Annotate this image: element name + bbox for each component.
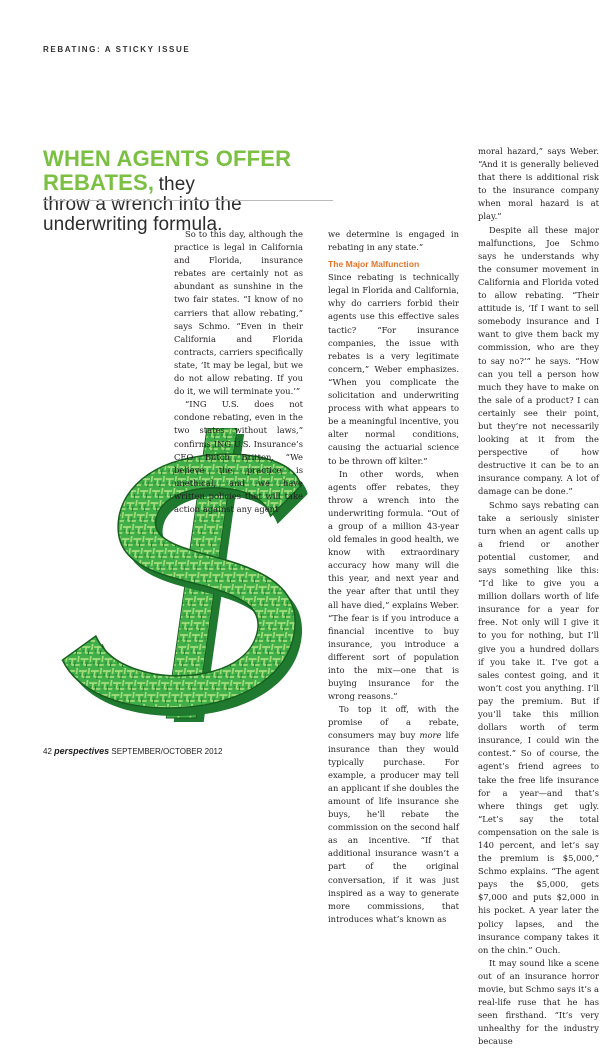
headline-rest: throw a wrench into the underwriting formula. [43, 193, 242, 235]
body-column-2 [328, 228, 459, 926]
paragraph: “ING U.S. does not condone rebating, even in the two states without laws,” confirms ING U.S. Insurance’s CEO Butch Britton. “We believe the practice is unethical, and we have written policies that will take action against any agent [174, 399, 303, 514]
emphasis: more [419, 730, 442, 741]
paragraph: In other words, when agents offer rebates, they throw a wrench into the underwriting formula. “Out of a group of a million 43-year old females in good health, we know with extraordinary accuracy how many will die this year, and next year and the year after that until they all have died,” explains Weber. “The fear is if you introduce a financial incentive to buy insurance, you introduce a different sort of population into the mix—one that is buying insurance for the wrong reasons.” [328, 468, 459, 702]
paragraph: Since rebating is technically legal in Florida and California, why do carriers forbid their agents use this effective sales tactic? “For insurance companies, the issue with rebates is a very legitimate concern,” Weber emphasizes. “When you complicate the solicitation and underwriting process with what appears to be a meaningful incentive, you alter normal conditions, causing the actuarial science to be thrown off kilter.” [328, 272, 459, 466]
headline-lead: they [158, 173, 195, 195]
body-column-1 [174, 228, 303, 516]
headline-divider [43, 200, 333, 201]
paragraph [328, 703, 459, 926]
page-footer [43, 746, 222, 756]
paragraph: we determine is engaged in rebating in any state.” [328, 229, 459, 253]
paragraph: moral hazard,” says Weber. “And it is generally believed that there is additional risk to the insurance company when moral hazard is at play.” [478, 146, 599, 222]
page-number: 42 [43, 747, 52, 756]
paragraph: So to this day, although the practice is legal in California and Florida, insurance rebates are certainly not as abundant as sunshine in the two fair states. “I know of no carriers that allow rebating,” says Schmo. “Even in their California and Florida contracts, carriers specifically state, ‘It may be legal, but we do not allow rebating. If you do it, we will terminate you.’” [174, 229, 303, 397]
section-kicker: REBATING: A STICKY ISSUE [43, 45, 191, 54]
paragraph: It may sound like a scene out of an insurance horror movie, but Schmo says it’s a real-life ruse that he has seen firsthand. “It’s very unhealthy for the industry because [478, 957, 599, 1047]
paragraph: Despite all these major malfunctions, Joe Schmo says he understands why the consumer movement in California and Florida voted to allow rebating. “Their attitude is, ‘If I want to sell somebody insurance and I want to give them back my commission, who are they to say no?’” he says. “How can you tell a person how much they have to make on the sale of a product? I can certainly see their point, but they’re not necessarily looking at it from the perspective of how destructive it can be to an insurance company. A lot of damage can be done.” [478, 224, 599, 497]
paragraph: Schmo says rebating can take a seriously sinister turn when an agent calls up a friend or another potential customer, and says something like this: “I’d like to give you a million dollars worth of life insurance for a year for free. Not only will I give it to you for nothing, but I’ll give you a hundred dollars if you take it. I’ve got a sales contest going, and it won’t cost you anything. I’ll pay the premium. But if you’ll take this million dollars worth of term insurance, I could win the contest.” So of course, the agent’s friend agrees to take the free life insurance for a year—and that’s where things get ugly. “Let’s say the total compensation on the sale is 140 percent, and let’s say the premium is $5,000,” Schmo explains. “The agent pays the $5,000, gets $7,000 and puts $2,000 in his pocket. A year later the policy lapses, and the insurance company takes it on the chin.” Ouch. [478, 499, 599, 955]
headline-highlight: WHEN AGENTS OFFER REBATES, [43, 146, 292, 195]
text-run: life insurance than they would typically purchase. For example, a producer may tell an applicant if she doubles the amount of life insurance she buys, he’ll rebate the commission on the second half as an incentive. “If that additional insurance wasn’t a part of the original conversation, if it was just inspired as a way to generate more commissions, that introduces what’s known as [328, 730, 459, 924]
magazine-name: perspectives [54, 746, 110, 756]
body-column-3 [478, 145, 599, 1048]
issue-date: SEPTEMBER/OCTOBER 2012 [111, 747, 223, 756]
article-headline [43, 147, 343, 235]
section-subhead: The Major Malfunction [328, 259, 420, 270]
text-run: To top it off, with the promise of a rebate, consumers may buy [328, 704, 459, 741]
